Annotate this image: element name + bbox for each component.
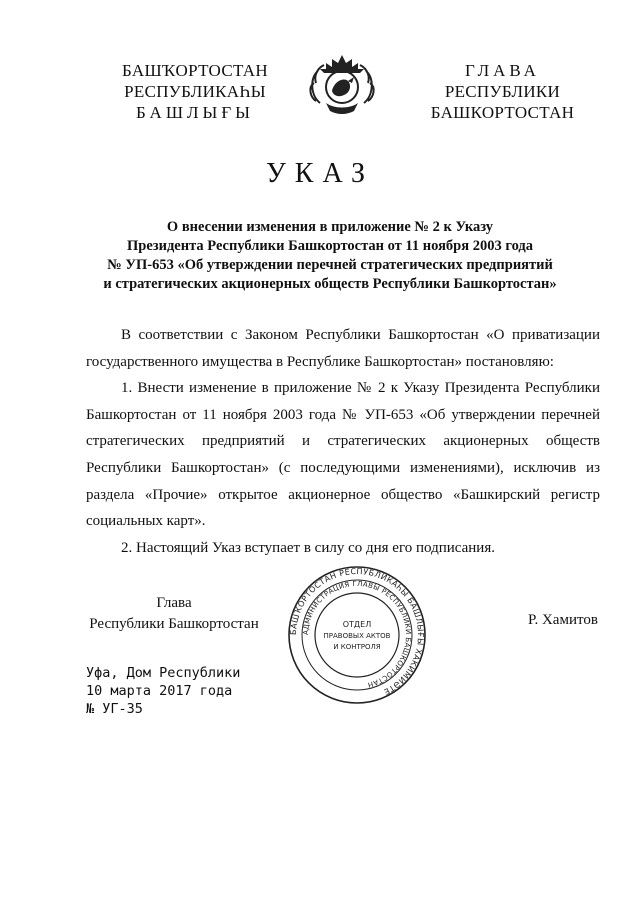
footer-place: Уфа, Дом Республики (86, 665, 241, 681)
footer-number: № УГ-35 (86, 701, 143, 717)
subtitle-line-2: Президента Республики Башкортостан от 11 ноября 2003 года (127, 238, 533, 254)
document-body (86, 322, 600, 561)
footer-date: 10 марта 2017 года (86, 683, 233, 699)
stamp-center-line-1: ОТДЕЛ (342, 620, 372, 629)
header-bashkir-line-1: БАШҠОРТОСТАН (122, 61, 268, 80)
header-russian-line-2: РЕСПУБЛИКИ (444, 82, 561, 101)
subtitle-line-3: № УП-653 «Об утверждении перечней стратегических предприятий (107, 257, 553, 273)
stamp-inner-text: АДМИНИСТРАЦИЯ ГЛАВЫ РЕСПУБЛИКИ БАШКОРТОСТАН (301, 579, 413, 689)
item-2-paragraph: 2. Настоящий Указ вступает в силу со дня его подписания. (121, 539, 495, 556)
signatory-title-line-2: Республики Башкортостан (89, 616, 259, 632)
item-1-paragraph: 1. Внести изменение в приложение № 2 к Указу Президента Республики Башкортостан от 11 ноября 2003 года № УП-653 «Об утверждении перечней стратегических предприятий и стратегических акционерных обществ Республики Башкортостан» (с последующими изменениями), исключив из раздела «Прочие» открытое акционерное общество «Башкирский регистр социальных карт». (86, 380, 600, 530)
subtitle-line-1: О внесении изменения в приложение № 2 к Указу (166, 219, 494, 235)
header-bashkir (100, 60, 290, 123)
document-title: УКАЗ (265, 158, 375, 189)
subtitle-line-4: и стратегических акционерных обществ Республики Башкортостан» (103, 276, 557, 292)
document-subtitle (60, 218, 600, 294)
stamp-center-line-3: И КОНТРОЛЯ (333, 643, 381, 651)
official-stamp (287, 565, 427, 705)
header-russian (410, 60, 595, 123)
header-russian-line-3: БАШКОРТОСТАН (430, 103, 575, 122)
signatory-title-line-1: Глава (156, 595, 192, 611)
signatory-title (84, 593, 264, 635)
header-bashkir-line-2: РЕСПУБЛИКАҺЫ (124, 82, 266, 101)
header-bashkir-line-3: БАШЛЫҒЫ (136, 103, 254, 122)
document-footer (86, 664, 240, 718)
stamp-center-line-2: ПРАВОВЫХ АКТОВ (323, 632, 391, 640)
signatory-name: Р. Хамитов (528, 612, 598, 628)
stamp-outer-text: БАШҠОРТОСТАН РЕСПУБЛИКАҺЫ БАШЛЫҒЫ ХАКИМИӘТЕ (288, 566, 426, 697)
bashkortostan-emblem-icon (304, 47, 380, 117)
header-russian-line-1: ГЛАВА (465, 61, 540, 80)
intro-paragraph: В соответствии с Законом Республики Башкортостан «О приватизации государственного имущества в Республике Башкортостан» постановляю: (86, 327, 600, 370)
